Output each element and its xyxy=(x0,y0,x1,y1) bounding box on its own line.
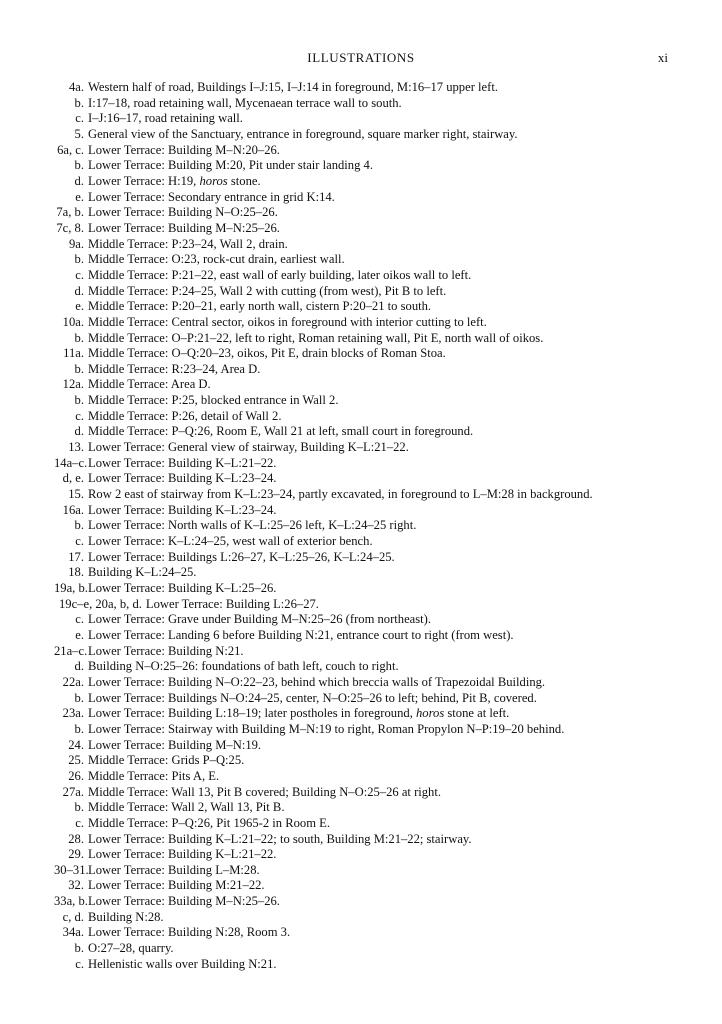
entry-number: 23a. xyxy=(62,706,84,721)
list-item xyxy=(54,268,674,284)
entry-text: Middle Terrace: O:23, rock-cut drain, earliest wall. xyxy=(88,252,345,267)
entry-number: 13. xyxy=(68,440,84,455)
list-item xyxy=(54,738,674,754)
entry-text: Middle Terrace: Wall 13, Pit B covered; Building N–O:25–26 at right. xyxy=(88,784,442,799)
entry-number: b. xyxy=(74,158,84,173)
entry-number: 14a–c. xyxy=(54,455,88,470)
entry-text: I:17–18, road retaining wall, Mycenaean terrace wall to south. xyxy=(88,95,402,110)
list-item xyxy=(54,362,674,378)
list-item xyxy=(54,190,674,206)
entry-italic-term: horos xyxy=(199,173,228,188)
entry-text: Lower Terrace: Building K–L:21–22; to south, Building M:21–22; stairway. xyxy=(88,831,472,846)
entry-italic-term: horos xyxy=(416,706,445,721)
list-item xyxy=(54,816,674,832)
list-item xyxy=(54,785,674,801)
entry-number: 7c, 8. xyxy=(56,220,84,235)
entry-text: Lower Terrace: North walls of K–L:25–26 left, K–L:24–25 right. xyxy=(88,518,417,533)
list-item xyxy=(54,659,674,675)
entry-number: 27a. xyxy=(62,784,84,799)
entry-number: c. xyxy=(75,612,84,627)
entry-text: Middle Terrace: O–P:21–22, left to right, Roman retaining wall, Pit E, north wall of oikos. xyxy=(88,330,544,345)
list-item xyxy=(54,597,674,613)
entry-text: Lower Terrace: Building M–N:25–26. xyxy=(88,220,280,235)
entry-text: Lower Terrace: Building N–O:25–26. xyxy=(88,205,278,220)
entry-text: Lower Terrace: Building K–L:21–22. xyxy=(88,847,277,862)
entry-number: 30–31. xyxy=(54,862,89,877)
entry-number: e. xyxy=(75,299,84,314)
entry-text: Middle Terrace: P:25, blocked entrance in Wall 2. xyxy=(88,393,339,408)
list-item xyxy=(54,565,674,581)
list-item xyxy=(54,111,674,127)
entry-text: Middle Terrace: P:20–21, early north wall, cistern P:20–21 to south. xyxy=(88,299,432,314)
entry-text: Middle Terrace: Wall 2, Wall 13, Pit B. xyxy=(88,800,285,815)
entry-number: 28. xyxy=(68,831,84,846)
entry-number: c. xyxy=(75,815,84,830)
list-item xyxy=(54,847,674,863)
entry-number: 9a. xyxy=(68,236,84,251)
list-item xyxy=(54,503,674,519)
entry-number: b. xyxy=(74,95,84,110)
entry-number: c. xyxy=(75,111,84,126)
list-item xyxy=(54,346,674,362)
entry-text: Lower Terrace: Building K–L:21–22. xyxy=(88,455,277,470)
list-item xyxy=(54,440,674,456)
entry-text: Middle Terrace: R:23–24, Area D. xyxy=(88,361,261,376)
entry-number: d. xyxy=(74,659,84,674)
entry-text: O:27–28, quarry. xyxy=(88,941,174,956)
list-item xyxy=(54,331,674,347)
list-item xyxy=(54,80,674,96)
list-item xyxy=(54,237,674,253)
list-item xyxy=(54,800,674,816)
list-item xyxy=(54,221,674,237)
entry-number: c. xyxy=(75,408,84,423)
entry-text: Lower Terrace: Secondary entrance in grid K:14. xyxy=(88,189,335,204)
entry-number: 10a. xyxy=(62,314,84,329)
list-item xyxy=(54,393,674,409)
entry-number: b. xyxy=(74,518,84,533)
entry-number: 5. xyxy=(74,126,84,141)
entry-number: 18. xyxy=(68,565,84,580)
list-item xyxy=(54,957,674,973)
entry-number: b. xyxy=(74,330,84,345)
entry-number: b. xyxy=(74,721,84,736)
list-item xyxy=(54,143,674,159)
list-item xyxy=(54,409,674,425)
entry-number: b. xyxy=(74,690,84,705)
entry-number: 22a. xyxy=(62,674,84,689)
page-title: ILLUSTRATIONS xyxy=(307,50,415,65)
list-item xyxy=(54,691,674,707)
entry-number: 24. xyxy=(68,737,84,752)
entry-text: Lower Terrace: Building K–L:23–24. xyxy=(88,471,277,486)
entry-text-tail: stone. xyxy=(227,173,261,188)
entry-text: Middle Terrace: Grids P–Q:25. xyxy=(88,753,245,768)
entry-text: Lower Terrace: Grave under Building M–N:25–26 (from northeast). xyxy=(88,612,432,627)
entry-text: Lower Terrace: Building L:26–27. xyxy=(145,596,319,611)
entry-text: Middle Terrace: P:23–24, Wall 2, drain. xyxy=(88,236,288,251)
entry-text: Lower Terrace: Building L–M:28. xyxy=(88,862,260,877)
entry-number: d. xyxy=(74,283,84,298)
entry-number: 4a. xyxy=(68,80,84,94)
list-item xyxy=(54,612,674,628)
entry-text: Lower Terrace: Building K–L:23–24. xyxy=(88,502,277,517)
entry-text: Middle Terrace: P–Q:26, Pit 1965-2 in Room E. xyxy=(88,815,330,830)
entry-text: Lower Terrace: Buildings L:26–27, K–L:25–26, K–L:24–25. xyxy=(88,549,395,564)
entry-number: d. xyxy=(74,173,84,188)
entry-text: Lower Terrace: Building N:28, Room 3. xyxy=(88,925,291,940)
entry-number: 6a, c. xyxy=(57,142,84,157)
list-item xyxy=(54,581,674,597)
list-item xyxy=(54,675,674,691)
list-item xyxy=(54,252,674,268)
list-item xyxy=(54,284,674,300)
list-item xyxy=(54,706,674,722)
illustration-list xyxy=(54,80,674,972)
entry-text: Lower Terrace: General view of stairway, Building K–L:21–22. xyxy=(88,440,409,455)
entry-number: 32. xyxy=(68,878,84,893)
list-item xyxy=(54,910,674,926)
entry-text: Building N:28. xyxy=(88,909,164,924)
list-item xyxy=(54,471,674,487)
entry-number: e. xyxy=(75,627,84,642)
entry-text: Middle Terrace: P–Q:26, Room E, Wall 21 at left, small court in foreground. xyxy=(88,424,474,439)
entry-number: 19a, b. xyxy=(54,581,88,595)
list-item xyxy=(54,878,674,894)
page-number: xi xyxy=(657,50,668,65)
running-head xyxy=(0,50,722,68)
list-item xyxy=(54,925,674,941)
entry-text: Middle Terrace: Pits A, E. xyxy=(88,768,220,783)
entry-text: Middle Terrace: P:26, detail of Wall 2. xyxy=(88,408,282,423)
list-item xyxy=(54,424,674,440)
entry-number: e. xyxy=(75,189,84,204)
entry-text: Lower Terrace: Building M:20, Pit under stair landing 4. xyxy=(88,158,373,173)
entry-number: c. xyxy=(75,956,84,971)
list-item xyxy=(54,487,674,503)
entry-text: Lower Terrace: Buildings N–O:24–25, center, N–O:25–26 to left; behind, Pit B, covered. xyxy=(88,690,537,705)
entry-text: Middle Terrace: P:24–25, Wall 2 with cutting (from west), Pit B to left. xyxy=(88,283,447,298)
list-item xyxy=(54,644,674,660)
list-item xyxy=(54,518,674,534)
entry-number: b. xyxy=(74,393,84,408)
entry-number: b. xyxy=(74,800,84,815)
entry-text: I–J:16–17, road retaining wall. xyxy=(88,111,243,126)
list-item xyxy=(54,205,674,221)
list-item xyxy=(54,550,674,566)
entry-text: Lower Terrace: Building N:21. xyxy=(88,643,244,658)
entry-number: 17. xyxy=(68,549,84,564)
entry-text: Middle Terrace: P:21–22, east wall of early building, later oikos wall to left. xyxy=(88,267,472,282)
list-item xyxy=(54,753,674,769)
entry-text-tail: stone at left. xyxy=(444,706,510,721)
entry-text: Lower Terrace: Building M:21–22. xyxy=(88,878,265,893)
entry-number: 12a. xyxy=(62,377,84,392)
entry-number: b. xyxy=(74,252,84,267)
entry-text: Lower Terrace: K–L:24–25, west wall of exterior bench. xyxy=(88,534,373,549)
entry-text: Middle Terrace: Central sector, oikos in foreground with interior cutting to left. xyxy=(88,314,487,329)
list-item xyxy=(54,158,674,174)
entry-text: Lower Terrace: Building K–L:25–26. xyxy=(88,581,277,595)
entry-number: 15. xyxy=(68,487,84,502)
entry-number: 16a. xyxy=(62,502,84,517)
entry-text: Western half of road, Buildings I–J:15, I–J:14 in foreground, M:16–17 upper left. xyxy=(88,80,498,94)
list-item xyxy=(54,894,674,910)
entry-number: 7a, b. xyxy=(56,205,84,220)
entry-text: Lower Terrace: H:19, xyxy=(88,173,200,188)
list-item xyxy=(54,127,674,143)
entry-number: 25. xyxy=(68,753,84,768)
entry-number: c, d. xyxy=(62,909,84,924)
list-item xyxy=(54,456,674,472)
entry-text: Lower Terrace: Landing 6 before Building N:21, entrance court to right (from west). xyxy=(88,627,514,642)
entry-text: Lower Terrace: Building L:18–19; later postholes in foreground, xyxy=(88,706,416,721)
entry-text: Middle Terrace: O–Q:20–23, oikos, Pit E, drain blocks of Roman Stoa. xyxy=(88,346,446,361)
entry-number: b. xyxy=(74,361,84,376)
list-item xyxy=(54,628,674,644)
entry-number: 34a. xyxy=(62,925,84,940)
entry-number: 29. xyxy=(68,847,84,862)
entry-number: b. xyxy=(74,941,84,956)
entry-number: 21a–c. xyxy=(54,643,88,658)
entry-text: Middle Terrace: Area D. xyxy=(88,377,211,392)
list-item xyxy=(54,832,674,848)
entry-text: Building N–O:25–26: foundations of bath left, couch to right. xyxy=(88,659,399,674)
entry-text: General view of the Sanctuary, entrance in foreground, square marker right, stairway. xyxy=(88,126,518,141)
entry-text: Lower Terrace: Building N–O:22–23, behind which breccia walls of Trapezoidal Building. xyxy=(88,674,546,689)
entry-text: Lower Terrace: Building M–N:19. xyxy=(88,737,262,752)
entry-number: c. xyxy=(75,534,84,549)
entry-number: c. xyxy=(75,267,84,282)
entry-text: Row 2 east of stairway from K–L:23–24, partly excavated, in foreground to L–M:28 in background. xyxy=(88,487,593,502)
entry-text: Hellenistic walls over Building N:21. xyxy=(88,956,277,971)
list-item xyxy=(54,769,674,785)
entry-text: Lower Terrace: Building M–N:20–26. xyxy=(88,142,280,157)
list-item xyxy=(54,941,674,957)
list-item xyxy=(54,315,674,331)
entry-number: d. xyxy=(74,424,84,439)
entry-number: 26. xyxy=(68,768,84,783)
list-item xyxy=(54,377,674,393)
list-item xyxy=(54,96,674,112)
list-item xyxy=(54,722,674,738)
entry-text: Building K–L:24–25. xyxy=(88,565,197,580)
list-item xyxy=(54,534,674,550)
entry-number: 11a. xyxy=(63,346,84,361)
list-item xyxy=(54,299,674,315)
entry-text: Lower Terrace: Stairway with Building M–N:19 to right, Roman Propylon N–P:19–20 behind. xyxy=(88,721,565,736)
entry-number: 19c–e, 20a, b, d. xyxy=(59,596,142,611)
entry-text: Lower Terrace: Building M–N:25–26. xyxy=(88,894,280,909)
entry-number: d, e. xyxy=(62,471,84,486)
entry-number: 33a, b. xyxy=(54,894,88,909)
list-item xyxy=(54,174,674,190)
list-item xyxy=(54,863,674,879)
